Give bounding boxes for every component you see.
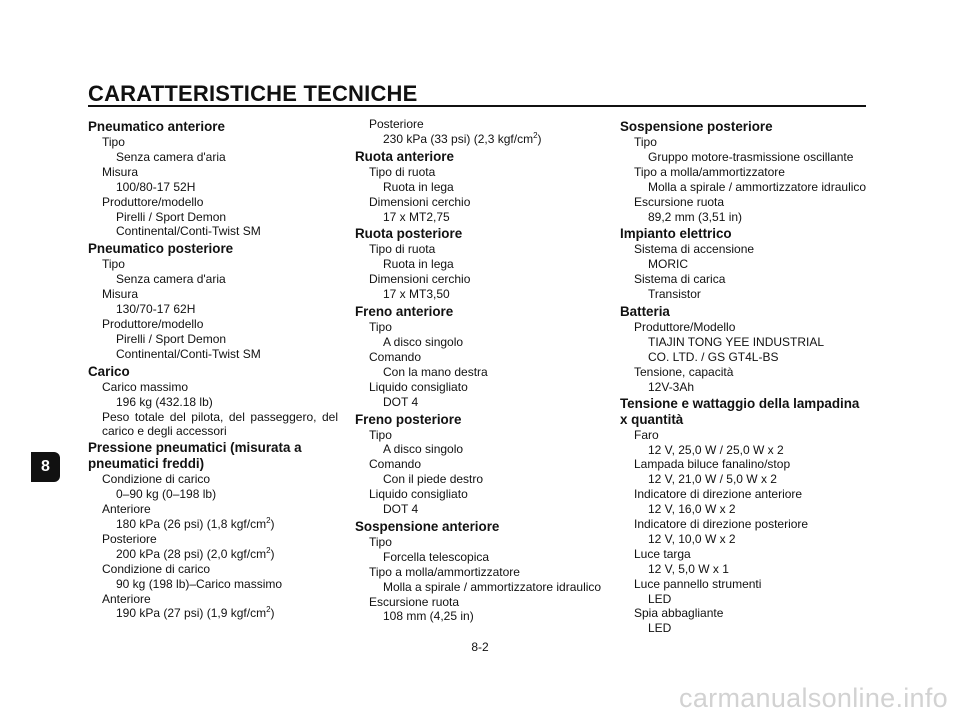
- spec-label: Tipo: [369, 427, 392, 442]
- spec-label: Indicatore di direzione posteriore: [634, 517, 809, 532]
- spec-label: Luce pannello strumenti: [634, 576, 762, 591]
- spec-label: Carico massimo: [102, 379, 189, 394]
- spec-label: Anteriore: [102, 502, 151, 517]
- section-heading-cont: pneumatici freddi): [88, 456, 205, 472]
- spec-value: MORIC: [648, 257, 688, 272]
- spec-value: Transistor: [648, 287, 701, 302]
- spec-label: Tipo: [102, 257, 125, 272]
- spec-label: Indicatore di direzione anteriore: [634, 487, 803, 502]
- spec-value: 130/70-17 62H: [116, 302, 196, 317]
- title-rule: [88, 105, 866, 107]
- spec-value: 17 x MT3,50: [383, 287, 450, 302]
- spec-value: Senza camera d'aria: [116, 272, 226, 287]
- spec-label: Sistema di carica: [634, 272, 726, 287]
- value-close: ): [270, 546, 275, 561]
- chapter-tab-number: 8: [41, 458, 50, 475]
- spec-value: 100/80-17 52H: [116, 179, 196, 194]
- spec-label: Faro: [634, 427, 659, 442]
- spec-label: Liquido consigliato: [369, 487, 468, 502]
- spec-value: Gruppo motore-trasmissione oscillante: [648, 149, 854, 164]
- section-heading: Sospensione posteriore: [620, 119, 773, 134]
- spec-value: Continental/Conti-Twist SM: [116, 346, 261, 361]
- spec-value: [88, 547, 338, 562]
- spec-label-line: Peso totale del pilota, del passeggero, del: [102, 409, 338, 424]
- spec-value: A disco singolo: [383, 442, 464, 457]
- spec-label: Condizione di carico: [102, 561, 211, 576]
- section-heading: Freno posteriore: [355, 411, 462, 427]
- spec-label: Escursione ruota: [634, 194, 725, 209]
- value-text: 200 kPa (28 psi) (2,0 kgf/cm: [116, 546, 267, 561]
- spec-value: Continental/Conti-Twist SM: [116, 224, 261, 239]
- spec-label: Comando: [369, 457, 422, 472]
- spec-value: LED: [648, 621, 672, 636]
- superscript: 2: [533, 130, 538, 140]
- spec-label: Tipo a molla/ammortizzatore: [634, 164, 785, 179]
- spec-label-line: carico e degli accessori: [102, 424, 227, 439]
- spec-label: Lampada biluce fanalino/stop: [634, 457, 791, 472]
- spec-value: Ruota in lega: [383, 179, 454, 194]
- superscript: 2: [266, 516, 271, 526]
- spec-label: Comando: [369, 349, 422, 364]
- spec-value: [88, 606, 338, 621]
- spec-label: Misura: [102, 287, 139, 302]
- section-heading: Pneumatico anteriore: [88, 119, 225, 134]
- section-heading: Impianto elettrico: [620, 226, 732, 242]
- spec-label: Posteriore: [369, 117, 424, 131]
- spec-value: 108 mm (4,25 in): [383, 609, 474, 624]
- spec-value: Molla a spirale / ammortizzatore idraulico: [383, 579, 602, 594]
- section-heading: Freno anteriore: [355, 304, 454, 320]
- spec-label: Produttore/modello: [102, 194, 204, 209]
- spec-label: Spia abbagliante: [634, 606, 724, 621]
- spec-value: 12V-3Ah: [648, 379, 695, 394]
- spec-value: TIAJIN TONG YEE INDUSTRIAL: [648, 334, 825, 349]
- column-1: [88, 117, 338, 621]
- section-heading: Pressione pneumatici (misurata a: [88, 440, 302, 456]
- spec-label: Escursione ruota: [369, 594, 460, 609]
- spec-value: Forcella telescopica: [383, 549, 490, 564]
- spec-value: 17 x MT2,75: [383, 209, 450, 224]
- spec-value: Con la mano destra: [383, 364, 488, 379]
- section-heading: Ruota posteriore: [355, 226, 463, 242]
- spec-label: Luce targa: [634, 546, 691, 561]
- spec-label: Tipo: [634, 135, 657, 149]
- section-heading: Ruota anteriore: [355, 148, 454, 164]
- superscript: 2: [266, 605, 271, 615]
- column-3: [620, 117, 870, 636]
- spec-label: Liquido consigliato: [369, 379, 468, 394]
- spec-label: Tipo a molla/ammortizzatore: [369, 564, 520, 579]
- spec-value: Senza camera d'aria: [116, 149, 226, 164]
- spec-value: CO. LTD. / GS GT4L-BS: [648, 349, 779, 364]
- watermark: carmanualsonline.info: [679, 683, 948, 713]
- spec-value: 12 V, 10,0 W x 2: [648, 531, 736, 546]
- section-heading: Tensione e wattaggio della lampadina: [620, 395, 860, 411]
- spec-label: Misura: [102, 164, 139, 179]
- spec-value: 12 V, 16,0 W x 2: [648, 502, 736, 517]
- spec-label: Dimensioni cerchio: [369, 194, 471, 209]
- spec-label: Tensione, capacità: [634, 364, 734, 379]
- spec-value: 12 V, 25,0 W / 25,0 W x 2: [648, 442, 784, 457]
- spec-label: Tipo: [369, 534, 392, 549]
- page-number: 8-2: [471, 640, 489, 654]
- spec-value: 196 kg (432.18 lb): [116, 394, 213, 409]
- spec-value: [88, 517, 338, 532]
- spec-label: Produttore/modello: [102, 316, 204, 331]
- spec-value: 0–90 kg (0–198 lb): [116, 487, 217, 502]
- superscript: 2: [266, 545, 271, 555]
- spec-value: 89,2 mm (3,51 in): [648, 209, 743, 224]
- spec-value: Pirelli / Sport Demon: [116, 331, 227, 346]
- spec-value: Pirelli / Sport Demon: [116, 209, 227, 224]
- value-text: 230 kPa (33 psi) (2,3 kgf/cm: [383, 131, 534, 146]
- spec-value: Molla a spirale / ammortizzatore idraulico: [648, 179, 867, 194]
- spec-label: Dimensioni cerchio: [369, 272, 471, 287]
- column-2: [355, 117, 610, 624]
- value-close: ): [537, 131, 542, 146]
- value-close: ): [270, 606, 275, 621]
- spec-label: Tipo di ruota: [369, 164, 436, 179]
- spec-value: Con il piede destro: [383, 472, 484, 487]
- spec-value: DOT 4: [383, 502, 419, 517]
- spec-label: Produttore/Modello: [634, 320, 736, 335]
- spec-label: Tipo: [369, 320, 392, 335]
- spec-label: Anteriore: [102, 591, 151, 606]
- value-close: ): [270, 517, 275, 532]
- section-heading: Batteria: [620, 304, 670, 320]
- spec-value: Ruota in lega: [383, 257, 454, 272]
- page-title: CARATTERISTICHE TECNICHE: [88, 81, 418, 106]
- spec-value: 12 V, 21,0 W / 5,0 W x 2: [648, 472, 777, 487]
- value-text: 180 kPa (26 psi) (1,8 kgf/cm: [116, 517, 267, 532]
- section-heading: Carico: [88, 363, 130, 379]
- spec-value: LED: [648, 591, 672, 606]
- spec-value: 90 kg (198 lb)–Carico massimo: [116, 576, 283, 591]
- section-heading-cont: x quantità: [620, 411, 684, 427]
- spec-label-multiline: [88, 410, 338, 440]
- spec-value: [355, 132, 610, 147]
- spec-label: Tipo: [102, 135, 125, 149]
- section-heading: Sospensione anteriore: [355, 518, 500, 534]
- value-text: 190 kPa (27 psi) (1,9 kgf/cm: [116, 606, 267, 621]
- spec-value: A disco singolo: [383, 334, 464, 349]
- spec-label: Tipo di ruota: [369, 242, 436, 257]
- spec-value: DOT 4: [383, 394, 419, 409]
- section-heading: Pneumatico posteriore: [88, 241, 234, 257]
- spec-value: 12 V, 5,0 W x 1: [648, 561, 729, 576]
- spec-label: Sistema di accensione: [634, 242, 755, 257]
- spec-label: Posteriore: [102, 531, 157, 546]
- spec-label: Condizione di carico: [102, 472, 211, 487]
